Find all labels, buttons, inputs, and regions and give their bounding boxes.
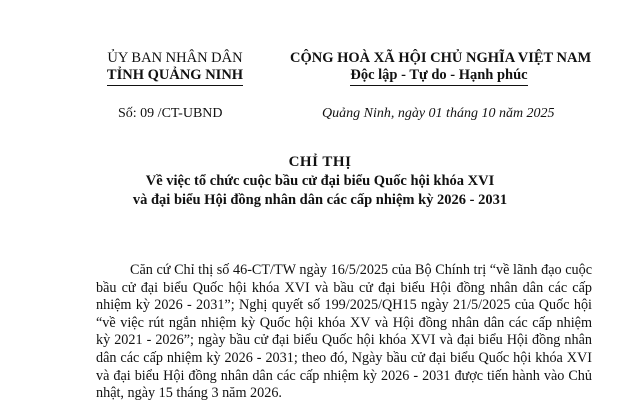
body-paragraph: Căn cứ Chỉ thị số 46-CT/TW ngày 16/5/2025 của Bộ Chính trị “về lãnh đạo cuộc bầu cử đại biểu Quốc hội khóa XVI và bầu cử đại biểu Hội đồng nhân dân các cấp nhiệm kỳ 2026 - 2031”; Nghị quyết số 199/2025/QH15 ngày 21/5/2025 của Quốc hội “về việc rút ngắn nhiệm kỳ Quốc hội khóa XV và Hội đồng nhân dân các cấp nhiệm kỳ 2021 - 2026”; ngày bầu cử đại biểu Quốc hội khóa XVI và đại biểu Hội đồng nhân dân các cấp nhiệm kỳ 2026 - 2031; theo đó, Ngày bầu cử đại biểu Quốc hội khóa XVI và đại biểu Hội đồng nhân dân các cấp nhiệm kỳ 2026 - 2031 được tiến hành vào Chủ nhật, ngày 15 tháng 3 năm 2026. [96, 262, 592, 402]
issuing-authority-name: ỦY BAN NHÂN DÂN [107, 50, 243, 66]
national-motto: Độc lập - Tự do - Hạnh phúc [350, 67, 527, 86]
document-subject-line1: Về việc tổ chức cuộc bầu cử đại biểu Quốc hội khóa XVI [145, 173, 495, 189]
issuing-authority-province: TỈNH QUẢNG NINH [107, 67, 243, 86]
issuing-authority-block [96, 50, 254, 86]
country-name: CỘNG HOÀ XÃ HỘI CHỦ NGHĨA VIỆT NAM [290, 50, 592, 66]
document-subject [80, 172, 560, 210]
document-subject-line2: và đại biểu Hội đồng nhân dân các cấp nhiệm kỳ 2026 - 2031 [132, 192, 508, 208]
document-type-title: CHỈ THỊ [288, 154, 352, 170]
document-number: Số: 09 /CT-UBND [118, 106, 223, 121]
place-and-date: Quảng Ninh, ngày 01 tháng 10 năm 2025 [322, 106, 555, 121]
national-heading-block [290, 50, 592, 86]
